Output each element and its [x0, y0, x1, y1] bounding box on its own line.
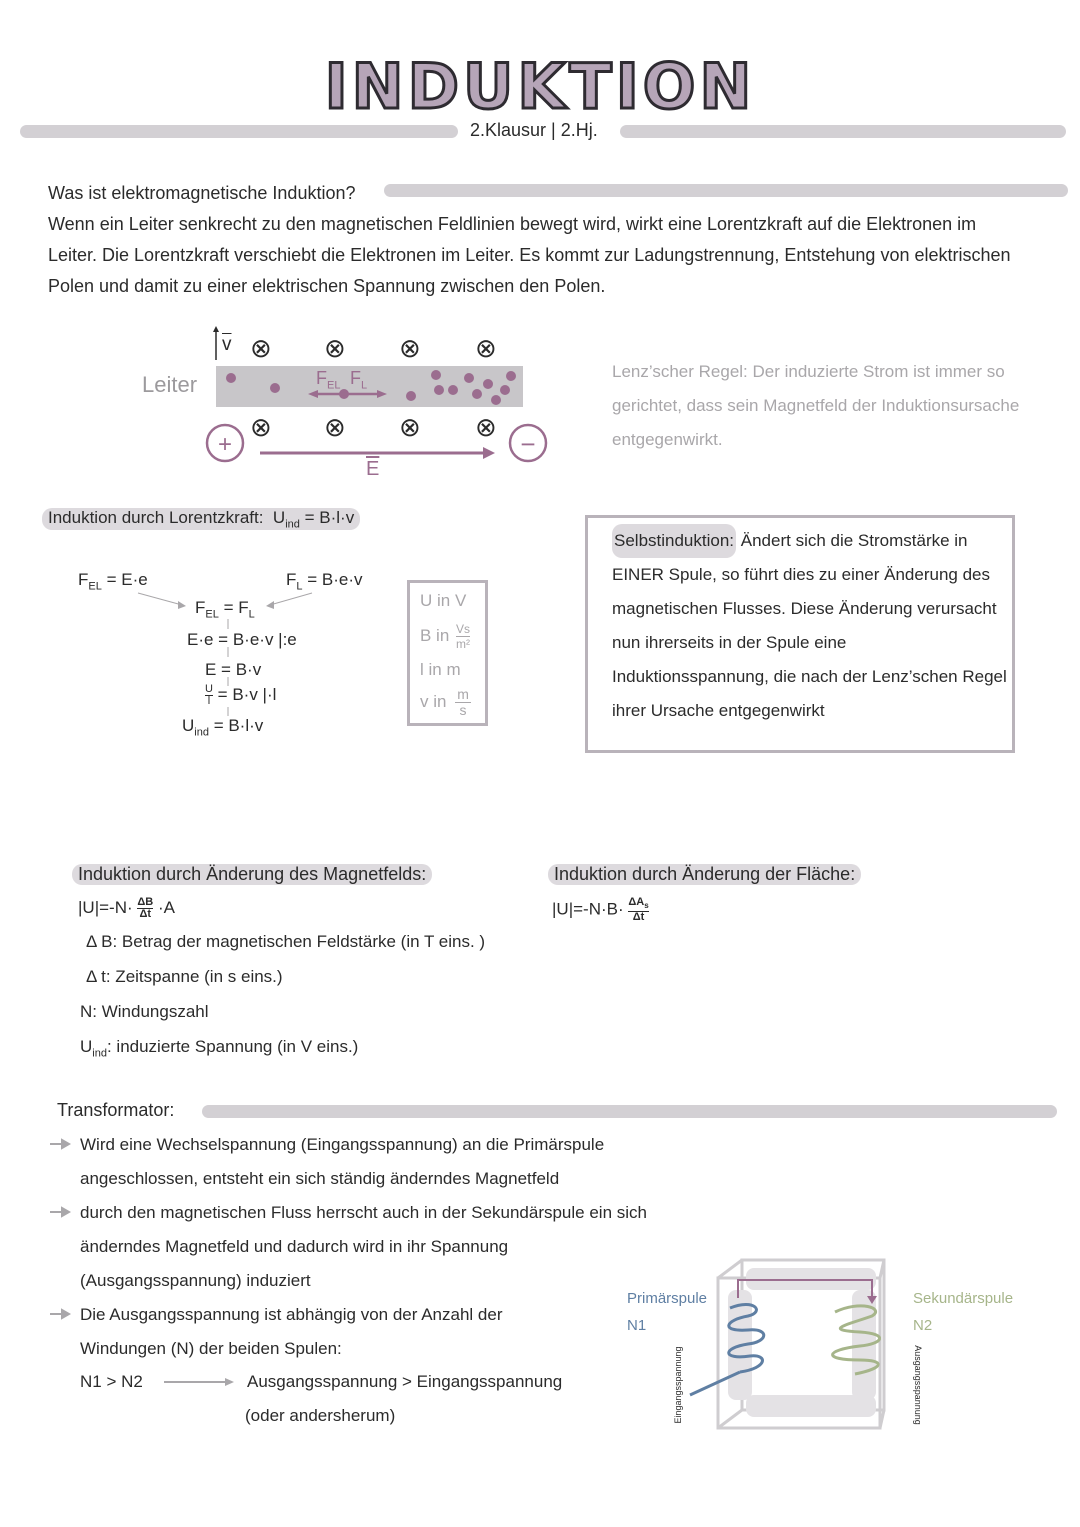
magnet-formula: |U|=-N· $\frac{\Delta B}{\Delta t}$ ·A	[78, 896, 175, 920]
trafo-compare-right: Ausgangsspannung > Eingangsspannung	[247, 1372, 563, 1391]
trafo-bullet-3: Die Ausgangsspannung ist abhängig von der Anzahl der Windungen (N) der beiden Spulen:	[80, 1305, 503, 1358]
input-voltage-label: Eingangsspannung	[673, 1346, 683, 1424]
compare-arrow-icon	[162, 1374, 237, 1390]
fl-equation: $F_L = B\cdot e\cdot v$	[286, 570, 363, 593]
intro-answer: Wenn ein Leiter senkrecht zu den magnetischen Feldlinien bewegt wird, wirkt eine Lorentzkraft auf die Elektronen im Leiter. Die Lorentzkraft verschiebt die Elektronen im Leiter. Es kommt zur Ladungstrennung, Entstehung von elektrischen Polen und damit zu einer elektrischen Spannung zwischen den Polen.	[48, 214, 1011, 296]
output-voltage-label: Ausgangsspannung	[913, 1345, 923, 1425]
minus-sign: −	[520, 429, 536, 459]
unit-l: l in m	[420, 660, 461, 679]
derivation-step1: $F_{EL} = F_L$	[195, 598, 255, 621]
unit-u: U in V	[420, 591, 467, 610]
derivation-step3: E = B·v	[205, 660, 262, 679]
conductor-bar	[216, 366, 523, 407]
conductor-label: Leiter	[142, 372, 198, 397]
primary-label: Primärspule	[627, 1290, 708, 1307]
page-title: INDUKTION	[324, 50, 756, 123]
unit-v: v in $\frac{m}{s}$	[420, 686, 469, 719]
force-el-label: $F_{EL}$	[316, 368, 341, 392]
title-divider-right	[620, 125, 1066, 138]
intro-question: Was ist elektromagnetische Induktion?	[48, 183, 356, 203]
velocity-label: $\overline{v}$	[222, 334, 232, 355]
magnet-def-u: $U_{ind}$: induzierte Spannung (in V eins.)	[80, 1037, 359, 1060]
title-divider-left	[20, 125, 458, 138]
trafo-compare-left: N1 > N2	[80, 1372, 143, 1391]
lorentz-heading: Induktion durch Lorentzkraft: $U_{ind} = B\cdot l\cdot v$	[42, 508, 360, 530]
trafo-compare-note: (oder andersherum)	[245, 1406, 396, 1425]
transformer-diagram	[660, 1250, 920, 1435]
unit-b: B in $\frac{Vs}{\text{m²}}$	[420, 622, 471, 652]
flaeche-formula: |U|=-N·B· $\Delta A_s$ Δt	[552, 896, 649, 924]
magnet-def-b: Δ B: Betrag der magnetischen Feldstärke (in T eins. )	[86, 932, 486, 951]
units-box	[407, 580, 488, 726]
magnet-heading: Induktion durch Änderung des Magnetfelds:	[72, 864, 432, 885]
n1-label: N1	[627, 1317, 647, 1334]
secondary-label: Sekundärspule	[913, 1290, 1014, 1307]
trafo-heading: Transformator:	[57, 1100, 175, 1120]
trafo-bullets	[80, 1128, 670, 1366]
bullet-arrows	[48, 1135, 72, 1325]
magnet-def-n: N: Windungszahl	[80, 1002, 209, 1021]
page-subtitle: 2.Klausur | 2.Hj.	[470, 120, 598, 140]
selbstinduktion-box	[585, 515, 1015, 753]
fel-equation: $F_{EL} = E\cdot e$	[78, 570, 148, 593]
derivation-step4: $\frac{U}{l}$ = B·v |·l	[205, 683, 277, 707]
selbstinduktion-text: Selbstinduktion: Ändert sich die Stromstärke in EINER Spule, so führt dies zu einer Änderung des magnetischen Flusses. Diese Änderung verursacht nun ihrerseits in der Spule eine Induktionsspannung, die nach der Lenz’schen Regel ihrer Ursache entgegenwirkt	[612, 524, 1007, 728]
force-l-label: $F_L$	[350, 368, 368, 392]
derivation-step2: E·e = B·e·v |:e	[187, 630, 297, 649]
trafo-bullet-1: Wird eine Wechselspannung (Eingangsspannung) an die Primärspule angeschlossen, entsteht ein sich ständig änderndes Magnetfeld	[80, 1135, 605, 1188]
flaeche-heading: Induktion durch Änderung der Fläche:	[548, 864, 861, 885]
magnet-def-t: Δ t: Zeitspanne (in s eins.)	[86, 967, 283, 986]
trafo-divider	[202, 1105, 1057, 1118]
plus-sign: +	[217, 431, 232, 458]
derivation-step5: $U_{ind} = B\cdot l\cdot v$	[182, 716, 264, 739]
trafo-bullet-2: durch den magnetischen Fluss herrscht auch in der Sekundärspule ein sich änderndes Magnetfeld und dadurch wird in ihr Spannung (Ausgangsspannung) induziert	[80, 1203, 647, 1290]
lenz-rule: Lenz’scher Regel: Der induzierte Strom ist immer so gerichtet, dass sein Magnetfeld der Induktionsursache entgegenwirkt.	[612, 362, 1020, 449]
n2-label: N2	[913, 1317, 933, 1334]
intro-section	[48, 178, 1028, 302]
field-label: $\overline{E}$	[366, 458, 380, 480]
